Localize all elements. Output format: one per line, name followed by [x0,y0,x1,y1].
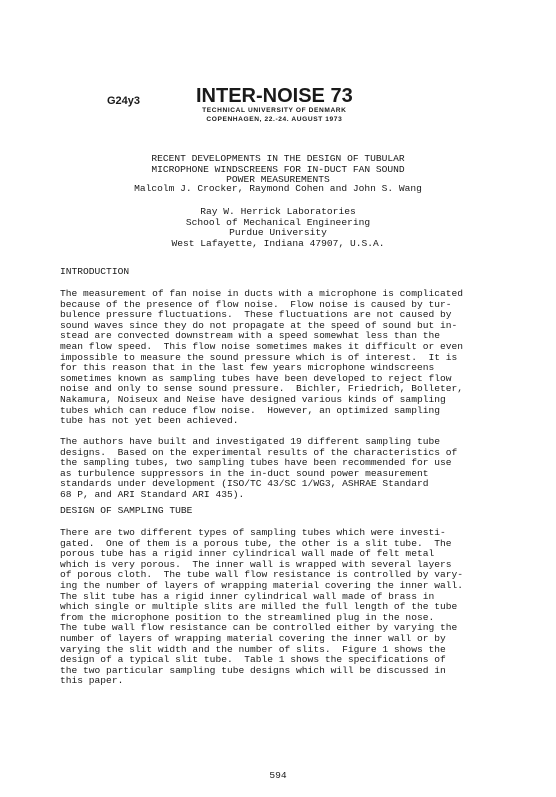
introduction-paragraph-1 [60,289,463,427]
section-heading-design: DESIGN OF SAMPLING TUBE [60,505,193,516]
text-line: gated. One of them is a porous tube, the other is a slit tube. The [60,537,452,549]
affiliation-line: Ray W. Herrick Laboratories [200,206,356,217]
text-line: of porous cloth. The tube wall flow resistance is controlled by vary- [60,569,464,581]
page-number: 594 [269,770,287,781]
text-line: which single or multiple slits are milled the full length of the tube [60,601,458,613]
paper-title [0,154,556,186]
text-line: The tube wall flow resistance can be controlled either by varying the [60,622,458,634]
text-line: tube has not yet been achieved. [60,415,239,427]
title-line: POWER MEASUREMENTS [226,174,330,186]
text-line: which is very porous. The inner wall is wrapped with several layers [60,558,452,570]
text-line: because of the presence of flow noise. Flow noise is caused by tur- [60,298,452,310]
text-line: sound waves since they do not propagate at the speed of sound but in- [60,319,458,331]
text-line: number of layers of wrapping material covering the inner wall or by [60,632,446,644]
text-line: for this reason that in the last few years microphone windscreens [60,362,435,374]
text-line: The slit tube has a rigid inner cylindrical wall made of brass in [60,590,435,602]
text-line: The authors have built and investigated 19 different sampling tube [60,436,440,447]
text-line: The measurement of fan noise in ducts with a microphone is complicated [60,288,464,299]
text-line: mean flow speed. This flow noise sometimes makes it difficult or even [60,340,464,352]
text-line: from the microphone position to the streamlined plug in the nose. [60,611,435,623]
text-line: impossible to measure the sound pressure which is of interest. It is [60,351,458,363]
text-line: bulence pressure fluctuations. These fluctuations are not caused by [60,309,452,321]
text-line: stead are convected downstream with a speed somewhat less than the [60,330,440,342]
text-line: There are two different types of sampling tubes which were investi- [60,527,446,538]
paper-code: G24y3 [107,95,141,107]
affiliation-line: Purdue University [229,227,327,239]
affiliation [0,207,556,249]
text-line: designs. Based on the experimental results of the characteristics of [60,446,458,458]
conference-location-date: COPENHAGEN, 22.-24. AUGUST 1973 [206,116,343,123]
title-line: RECENT DEVELOPMENTS IN THE DESIGN OF TUBULAR [151,153,405,164]
text-line: varying the slit width and the number of slits. Figure 1 shows the [60,643,446,655]
text-line: Nakamura, Noiseux and Neise have designed various kinds of sampling [60,393,446,405]
text-line: ing the number of layers of wrapping material covering the inner wall. [60,579,464,591]
author-list [0,184,556,195]
text-line: design of a typical slit tube. Table 1 shows the specifications of [60,654,446,666]
affiliation-line: School of Mechanical Engineering [185,216,371,228]
affiliation-line: West Lafayette, Indiana 47907, U.S.A. [171,237,385,249]
text-line: this paper. [60,675,124,687]
design-paragraph [60,528,463,687]
text-line: tubes which can reduce flow noise. However, an optimized sampling [60,404,440,416]
text-line: standards under development (ISO/TC 43/SC 1/WG3, ASHRAE Standard [60,478,429,490]
conference-header [196,86,353,124]
conference-title: INTER-NOISE 73 [196,85,353,107]
text-line: porous tube has a rigid inner cylindrical wall made of felt metal [60,548,435,560]
authors: Malcolm J. Crocker, Raymond Cohen and John S. Wang [134,183,422,194]
introduction-paragraph-2 [60,437,457,501]
text-line: 68 P, and ARI Standard ARI 435). [60,488,245,500]
university-name: TECHNICAL UNIVERSITY OF DENMARK [202,107,347,114]
text-line: noise and only to sense sound pressure. Bichler, Friedrich, Bolleter, [60,383,464,395]
title-line: MICROPHONE WINDSCREENS FOR IN-DUCT FAN SOUND [151,163,405,175]
text-line: the two particular sampling tube designs which will be discussed in [60,664,446,676]
section-heading-introduction: INTRODUCTION [60,266,130,277]
text-line: the sampling tubes, two sampling tubes have been recommended for use [60,457,452,469]
text-line: as turbulence suppressors in the in-duct sound power measurement [60,467,429,479]
text-line: sometimes known as sampling tubes have been developed to reject flow [60,372,452,384]
